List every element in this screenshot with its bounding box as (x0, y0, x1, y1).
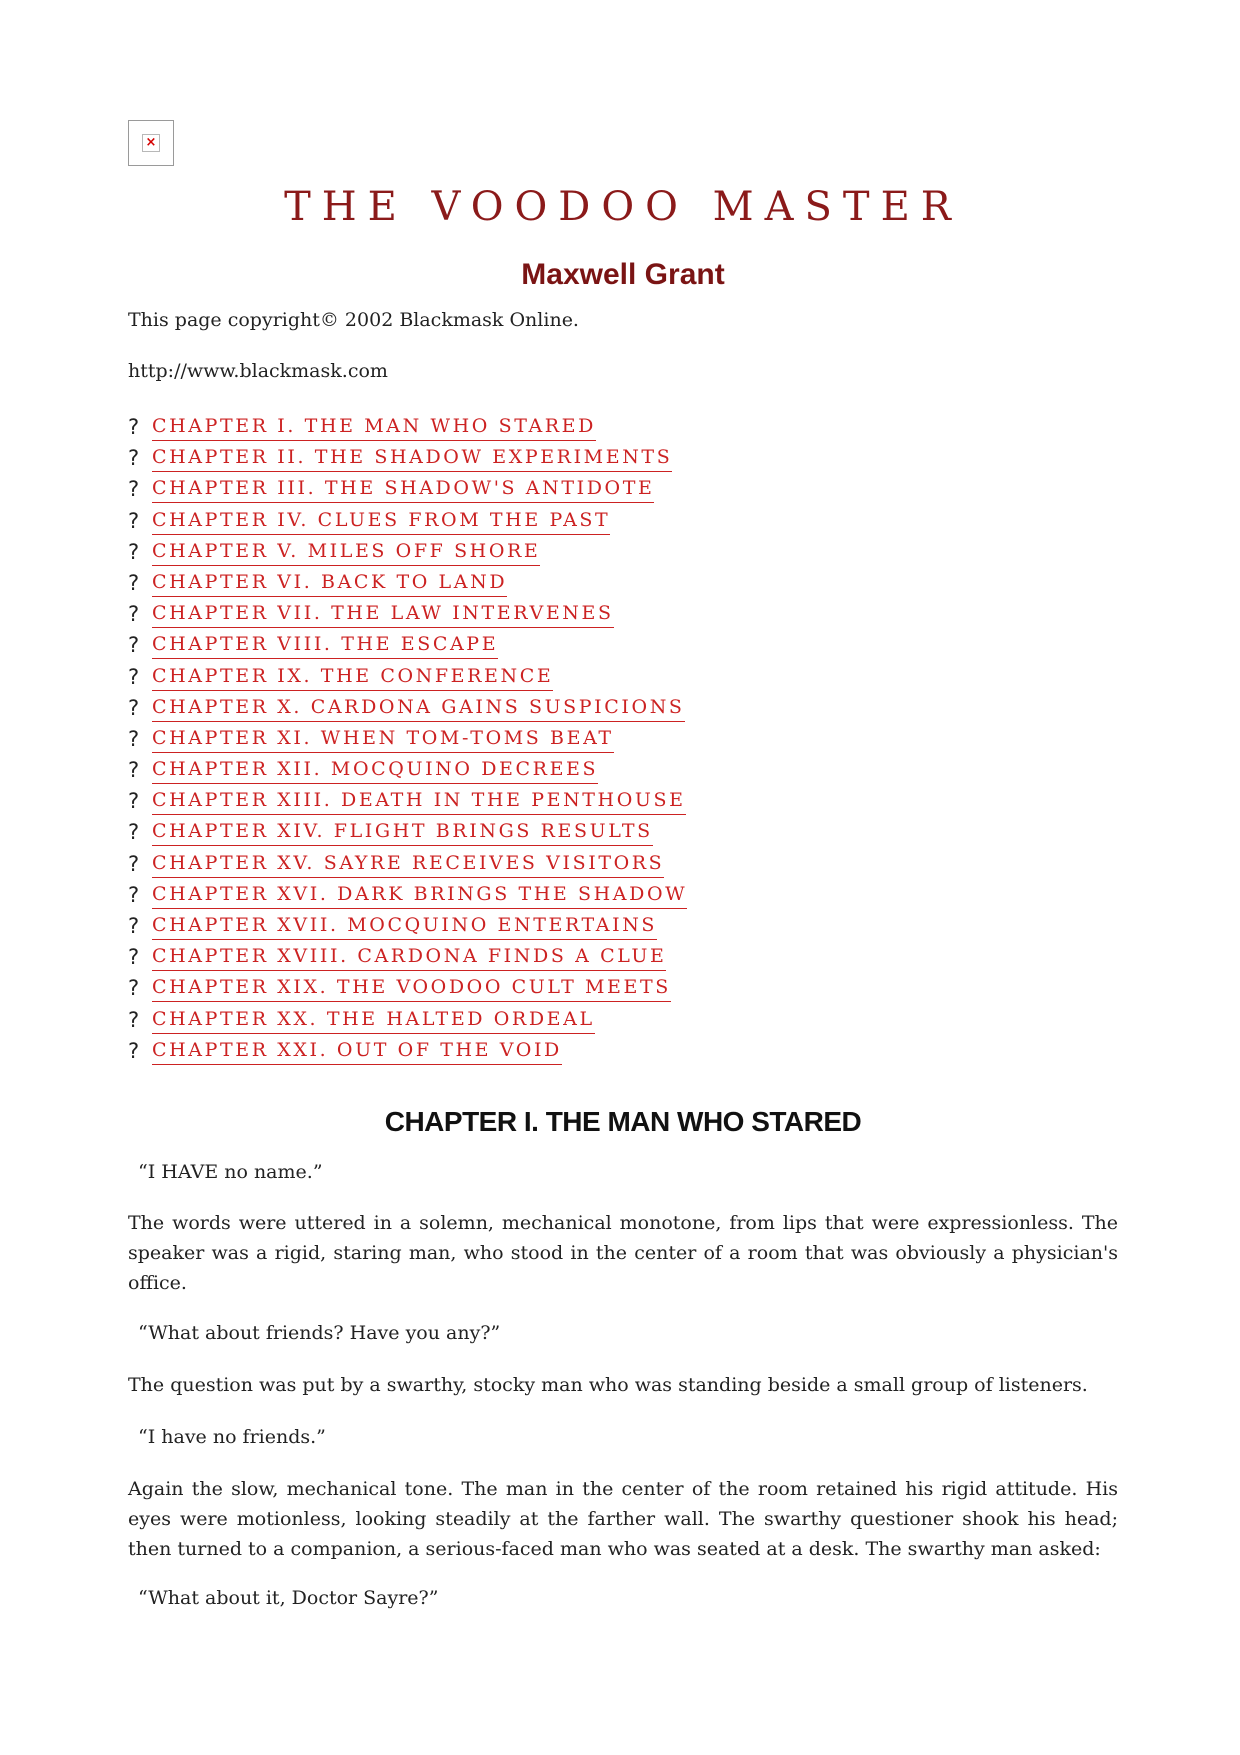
toc-item (128, 726, 687, 757)
toc-item (128, 851, 687, 882)
toc-link-chapter-14[interactable]: CHAPTER XIV. FLIGHT BRINGS RESULTS (152, 819, 653, 846)
bullet: ? (128, 664, 140, 689)
toc-item (128, 1007, 687, 1038)
toc-item (128, 632, 687, 663)
toc-item (128, 508, 687, 539)
toc-link-chapter-12[interactable]: CHAPTER XII. MOCQUINO DECREES (152, 757, 598, 784)
toc-item (128, 539, 687, 570)
bullet: ? (128, 976, 140, 1001)
toc-link-chapter-8[interactable]: CHAPTER VIII. THE ESCAPE (152, 632, 498, 659)
book-title: THE VOODOO MASTER (284, 184, 962, 230)
toc-item (128, 975, 687, 1006)
toc-link-chapter-9[interactable]: CHAPTER IX. THE CONFERENCE (152, 664, 553, 691)
bullet: ? (128, 1038, 140, 1063)
bullet: ? (128, 539, 140, 564)
bullet: ? (128, 477, 140, 502)
bullet: ? (128, 945, 140, 970)
toc-link-chapter-6[interactable]: CHAPTER VI. BACK TO LAND (152, 570, 507, 597)
toc-item (128, 882, 687, 913)
chapter-paragraph: Again the slow, mechanical tone. The man in the center of the room retained his rigid attitude. His eyes were motionless, looking steadily at the farther wall. The swarthy questioner shook his head; then turned to a companion, a serious-faced man who was seated at a desk. The swarthy man asked: (128, 1478, 1118, 1560)
chapter-paragraph: “I have no friends.” (138, 1426, 326, 1448)
toc-item (128, 601, 687, 632)
site-url: http://www.blackmask.com (128, 360, 388, 382)
chapter-paragraph: The words were uttered in a solemn, mechanical monotone, from lips that were expressionless. The speaker was a rigid, staring man, who stood in the center of a room that was obviously a physician's office. (128, 1212, 1118, 1294)
toc-link-chapter-2[interactable]: CHAPTER II. THE SHADOW EXPERIMENTS (152, 445, 672, 472)
toc-item (128, 414, 687, 445)
bullet: ? (128, 914, 140, 938)
toc-link-chapter-18[interactable]: CHAPTER XVIII. CARDONA FINDS A CLUE (152, 944, 666, 971)
toc-item (128, 757, 687, 788)
toc-link-chapter-11[interactable]: CHAPTER XI. WHEN TOM-TOMS BEAT (152, 726, 614, 753)
toc-link-chapter-1[interactable]: CHAPTER I. THE MAN WHO STARED (152, 414, 596, 441)
bullet: ? (128, 508, 140, 533)
toc-link-chapter-19[interactable]: CHAPTER XIX. THE VOODOO CULT MEETS (152, 975, 671, 1002)
bullet: ? (128, 758, 140, 783)
toc-item (128, 944, 687, 975)
toc-link-chapter-10[interactable]: CHAPTER X. CARDONA GAINS SUSPICIONS (152, 695, 685, 722)
toc-link-chapter-21[interactable]: CHAPTER XXI. OUT OF THE VOID (152, 1038, 562, 1065)
chapter-paragraph: The question was put by a swarthy, stocky man who was standing beside a small group of listeners. (128, 1374, 1088, 1396)
table-of-contents (128, 414, 687, 1069)
bullet: ? (128, 882, 140, 907)
chapter-heading: CHAPTER I. THE MAN WHO STARED (384, 1106, 862, 1137)
bullet: ? (128, 789, 140, 814)
toc-item (128, 695, 687, 726)
bullet: ? (128, 446, 140, 471)
toc-link-chapter-13[interactable]: CHAPTER XIII. DEATH IN THE PENTHOUSE (152, 788, 686, 815)
toc-link-chapter-20[interactable]: CHAPTER XX. THE HALTED ORDEAL (152, 1007, 595, 1034)
toc-item (128, 570, 687, 601)
broken-image-placeholder (128, 120, 174, 166)
copyright-notice: This page copyright© 2002 Blackmask Online. (128, 309, 579, 331)
bullet: ? (128, 570, 140, 595)
bullet: ? (128, 602, 140, 627)
chapter-paragraph: “I HAVE no name.” (138, 1161, 323, 1183)
toc-link-chapter-7[interactable]: CHAPTER VII. THE LAW INTERVENES (152, 601, 614, 628)
toc-link-chapter-3[interactable]: CHAPTER III. THE SHADOW'S ANTIDOTE (152, 476, 654, 503)
bullet: ? (128, 633, 140, 658)
toc-link-chapter-5[interactable]: CHAPTER V. MILES OFF SHORE (152, 539, 540, 566)
toc-link-chapter-16[interactable]: CHAPTER XVI. DARK BRINGS THE SHADOW (152, 882, 687, 909)
bullet: ? (128, 415, 140, 439)
chapter-paragraph: “What about friends? Have you any?” (138, 1322, 501, 1344)
toc-item (128, 1038, 687, 1069)
bullet: ? (128, 695, 140, 720)
toc-item (128, 788, 687, 819)
toc-link-chapter-17[interactable]: CHAPTER XVII. MOCQUINO ENTERTAINS (152, 913, 657, 940)
bullet: ? (128, 1007, 140, 1032)
toc-item (128, 664, 687, 695)
toc-link-chapter-4[interactable]: CHAPTER IV. CLUES FROM THE PAST (152, 508, 610, 535)
toc-item (128, 819, 687, 850)
broken-image-icon: × (142, 134, 160, 152)
chapter-paragraph: “What about it, Doctor Sayre?” (138, 1587, 439, 1609)
author-name: Maxwell Grant (521, 258, 725, 291)
toc-item (128, 445, 687, 476)
bullet: ? (128, 820, 140, 845)
toc-link-chapter-15[interactable]: CHAPTER XV. SAYRE RECEIVES VISITORS (152, 851, 664, 878)
toc-item (128, 476, 687, 507)
bullet: ? (128, 851, 140, 876)
bullet: ? (128, 726, 140, 751)
toc-item (128, 913, 687, 944)
